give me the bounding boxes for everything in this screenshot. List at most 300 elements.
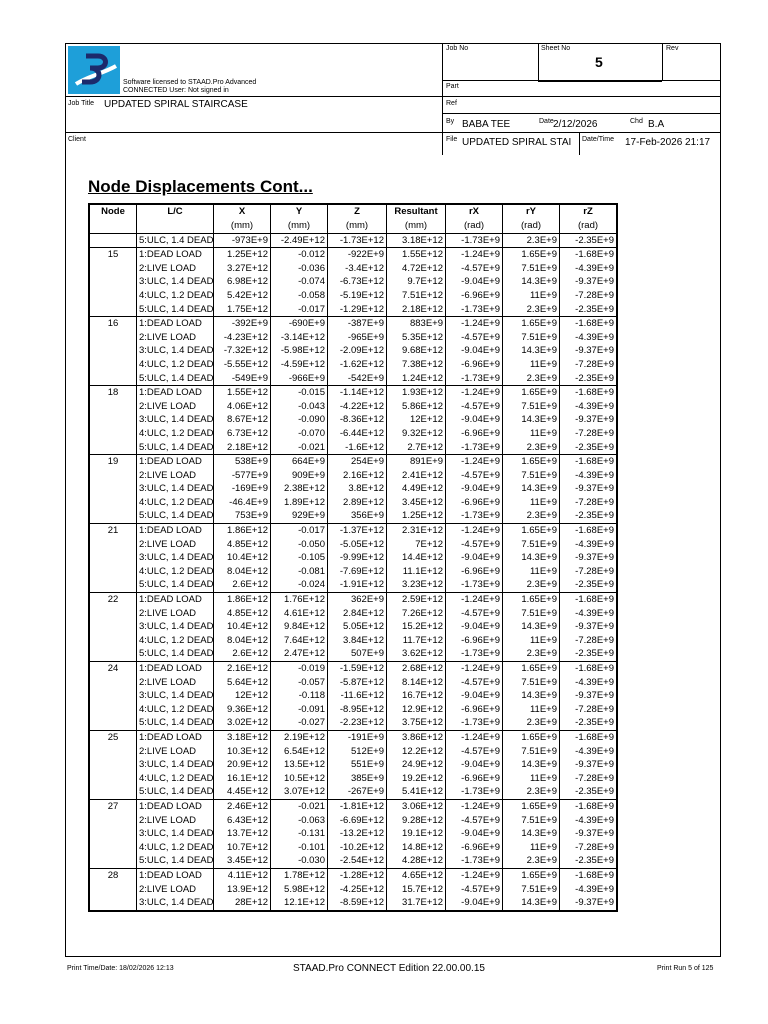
table-row: [89, 785, 617, 799]
value-cell: -4.39E+9: [560, 883, 618, 897]
value-cell: 7.26E+12: [387, 607, 446, 621]
value-cell: -577E+9: [214, 469, 271, 483]
by-value: BABA TEE: [462, 119, 511, 130]
value-cell: -0.057: [271, 676, 328, 690]
node-cell: [89, 344, 137, 358]
value-cell: -1.29E+12: [328, 303, 387, 317]
table-row: [89, 868, 617, 882]
node-cell: [89, 854, 137, 868]
value-cell: -3.14E+12: [271, 331, 328, 345]
value-cell: -2.35E+9: [560, 578, 618, 592]
table-row: [89, 634, 617, 648]
column-header: Node: [89, 204, 137, 219]
value-cell: 3.84E+12: [328, 634, 387, 648]
value-cell: 11E+9: [503, 634, 560, 648]
table-row: [89, 716, 617, 730]
value-cell: -0.030: [271, 854, 328, 868]
load-case-cell: 4:ULC, 1.2 DEAD: [137, 841, 214, 855]
value-cell: -4.57E+9: [446, 607, 503, 621]
value-cell: 5.42E+12: [214, 289, 271, 303]
value-cell: -4.23E+12: [214, 331, 271, 345]
value-cell: 7.51E+9: [503, 883, 560, 897]
value-cell: 5.35E+12: [387, 331, 446, 345]
value-cell: -4.39E+9: [560, 745, 618, 759]
load-case-cell: 1:DEAD LOAD: [137, 868, 214, 882]
value-cell: 15.7E+12: [387, 883, 446, 897]
value-cell: 2.6E+12: [214, 647, 271, 661]
value-cell: 14.3E+9: [503, 827, 560, 841]
value-cell: -0.091: [271, 703, 328, 717]
node-cell: [89, 785, 137, 799]
load-case-cell: 1:DEAD LOAD: [137, 386, 214, 400]
value-cell: 2.6E+12: [214, 578, 271, 592]
value-cell: 7.38E+12: [387, 358, 446, 372]
value-cell: -4.59E+12: [271, 358, 328, 372]
value-cell: 883E+9: [387, 317, 446, 331]
value-cell: 1.24E+12: [387, 372, 446, 386]
value-cell: -1.68E+9: [560, 455, 618, 469]
node-cell: [89, 303, 137, 317]
value-cell: -9.37E+9: [560, 344, 618, 358]
value-cell: -10.2E+12: [328, 841, 387, 855]
value-cell: -1.24E+9: [446, 662, 503, 676]
column-header: rX: [446, 204, 503, 219]
table-row: [89, 620, 617, 634]
node-cell: [89, 469, 137, 483]
value-cell: 2.19E+12: [271, 730, 328, 744]
value-cell: -549E+9: [214, 372, 271, 386]
node-cell: [89, 427, 137, 441]
value-cell: 1.25E+12: [387, 509, 446, 523]
value-cell: -922E+9: [328, 248, 387, 262]
load-case-cell: 3:ULC, 1.4 DEAD: [137, 827, 214, 841]
value-cell: -2.35E+9: [560, 716, 618, 730]
node-cell: 19: [89, 455, 137, 469]
value-cell: 9.32E+12: [387, 427, 446, 441]
table-row: [89, 262, 617, 276]
value-cell: -4.57E+9: [446, 262, 503, 276]
table-row: [89, 496, 617, 510]
value-cell: -0.105: [271, 551, 328, 565]
load-case-cell: 3:ULC, 1.4 DEAD: [137, 413, 214, 427]
value-cell: 8.04E+12: [214, 565, 271, 579]
value-cell: 2.46E+12: [214, 799, 271, 813]
value-cell: -6.69E+12: [328, 814, 387, 828]
value-cell: 31.7E+12: [387, 896, 446, 911]
unit-cell: [137, 219, 214, 233]
table-row: [89, 524, 617, 538]
node-cell: [89, 703, 137, 717]
load-case-cell: 5:ULC, 1.4 DEAD: [137, 441, 214, 455]
value-cell: 891E+9: [387, 455, 446, 469]
load-case-cell: 2:LIVE LOAD: [137, 676, 214, 690]
table-row: [89, 607, 617, 621]
table-row: [89, 814, 617, 828]
job-title: UPDATED SPIRAL STAIRCASE: [104, 99, 248, 110]
value-cell: 512E+9: [328, 745, 387, 759]
value-cell: -267E+9: [328, 785, 387, 799]
value-cell: -8.36E+12: [328, 413, 387, 427]
sheet-no: 5: [595, 54, 603, 70]
node-cell: [89, 565, 137, 579]
value-cell: -9.04E+9: [446, 482, 503, 496]
table-row: [89, 854, 617, 868]
value-cell: 2.3E+9: [503, 372, 560, 386]
column-header: Y: [271, 204, 328, 219]
node-cell: [89, 331, 137, 345]
value-cell: 1.65E+9: [503, 868, 560, 882]
value-cell: 9.68E+12: [387, 344, 446, 358]
value-cell: -7.28E+9: [560, 772, 618, 786]
value-cell: 3.62E+12: [387, 647, 446, 661]
unit-cell: (mm): [387, 219, 446, 233]
node-cell: [89, 551, 137, 565]
value-cell: 3.07E+12: [271, 785, 328, 799]
value-cell: -9.37E+9: [560, 689, 618, 703]
value-cell: -13.2E+12: [328, 827, 387, 841]
value-cell: -1.68E+9: [560, 662, 618, 676]
value-cell: 1.86E+12: [214, 593, 271, 607]
value-cell: 2.3E+9: [503, 441, 560, 455]
value-cell: -0.012: [271, 248, 328, 262]
table-row: [89, 758, 617, 772]
node-cell: [89, 620, 137, 634]
column-header: Z: [328, 204, 387, 219]
node-cell: 16: [89, 317, 137, 331]
header-row: [89, 204, 617, 219]
load-case-cell: 4:ULC, 1.2 DEAD: [137, 772, 214, 786]
value-cell: 14.3E+9: [503, 482, 560, 496]
value-cell: -0.074: [271, 275, 328, 289]
value-cell: 13.5E+12: [271, 758, 328, 772]
value-cell: 1.65E+9: [503, 799, 560, 813]
value-cell: 1.65E+9: [503, 593, 560, 607]
file-value: UPDATED SPIRAL STAI: [462, 137, 572, 148]
value-cell: 362E+9: [328, 593, 387, 607]
value-cell: -9.37E+9: [560, 551, 618, 565]
unit-cell: (mm): [271, 219, 328, 233]
date-value: 2/12/2026: [553, 119, 598, 130]
value-cell: -1.24E+9: [446, 593, 503, 607]
load-case-cell: 5:ULC, 1.4 DEAD: [137, 303, 214, 317]
value-cell: -4.39E+9: [560, 538, 618, 552]
table-row: [89, 772, 617, 786]
value-cell: 7.51E+9: [503, 745, 560, 759]
value-cell: -1.73E+9: [446, 578, 503, 592]
table-row: [89, 565, 617, 579]
chd-label: Chd: [630, 118, 643, 125]
value-cell: -6.96E+9: [446, 427, 503, 441]
value-cell: 2.3E+9: [503, 785, 560, 799]
value-cell: 10.5E+12: [271, 772, 328, 786]
value-cell: 2.3E+9: [503, 854, 560, 868]
value-cell: 28E+12: [214, 896, 271, 911]
load-case-cell: 2:LIVE LOAD: [137, 331, 214, 345]
value-cell: 4.06E+12: [214, 400, 271, 414]
value-cell: 3.45E+12: [387, 496, 446, 510]
load-case-cell: 2:LIVE LOAD: [137, 469, 214, 483]
value-cell: 3.06E+12: [387, 799, 446, 813]
value-cell: -4.57E+9: [446, 469, 503, 483]
value-cell: 2.38E+12: [271, 482, 328, 496]
value-cell: 8.04E+12: [214, 634, 271, 648]
value-cell: -9.04E+9: [446, 689, 503, 703]
client-label: Client: [68, 136, 86, 143]
value-cell: -0.017: [271, 524, 328, 538]
value-cell: -0.036: [271, 262, 328, 276]
table-row: [89, 275, 617, 289]
value-cell: 2.41E+12: [387, 469, 446, 483]
value-cell: -0.118: [271, 689, 328, 703]
value-cell: 9.36E+12: [214, 703, 271, 717]
value-cell: -3.4E+12: [328, 262, 387, 276]
unit-cell: [89, 219, 137, 233]
value-cell: 11.7E+12: [387, 634, 446, 648]
load-case-cell: 5:ULC, 1.4 DEAD: [137, 854, 214, 868]
table-row: [89, 386, 617, 400]
value-cell: 8.14E+12: [387, 676, 446, 690]
value-cell: 1.89E+12: [271, 496, 328, 510]
value-cell: 13.9E+12: [214, 883, 271, 897]
value-cell: -1.81E+12: [328, 799, 387, 813]
load-case-cell: 4:ULC, 1.2 DEAD: [137, 634, 214, 648]
value-cell: 3.23E+12: [387, 578, 446, 592]
value-cell: -4.39E+9: [560, 814, 618, 828]
load-case-cell: 1:DEAD LOAD: [137, 248, 214, 262]
value-cell: 5.41E+12: [387, 785, 446, 799]
value-cell: 4.61E+12: [271, 607, 328, 621]
table-row: [89, 703, 617, 717]
value-cell: -4.39E+9: [560, 607, 618, 621]
value-cell: 551E+9: [328, 758, 387, 772]
value-cell: -1.73E+9: [446, 509, 503, 523]
load-case-cell: 3:ULC, 1.4 DEAD: [137, 620, 214, 634]
value-cell: -7.28E+9: [560, 703, 618, 717]
unit-cell: (mm): [328, 219, 387, 233]
value-cell: 1.65E+9: [503, 455, 560, 469]
value-cell: 10.7E+12: [214, 841, 271, 855]
value-cell: -6.96E+9: [446, 841, 503, 855]
value-cell: 10.3E+12: [214, 745, 271, 759]
table-row: [89, 745, 617, 759]
value-cell: 14.3E+9: [503, 275, 560, 289]
value-cell: -2.23E+12: [328, 716, 387, 730]
job-no-label: Job No: [446, 45, 469, 52]
value-cell: -1.73E+9: [446, 233, 503, 248]
value-cell: 1.78E+12: [271, 868, 328, 882]
column-header: Resultant: [387, 204, 446, 219]
value-cell: 1.65E+9: [503, 662, 560, 676]
value-cell: -7.28E+9: [560, 841, 618, 855]
value-cell: -9.37E+9: [560, 275, 618, 289]
load-case-cell: 5:ULC, 1.4 DEAD: [137, 233, 214, 248]
value-cell: -4.57E+9: [446, 331, 503, 345]
value-cell: -6.96E+9: [446, 703, 503, 717]
value-cell: 19.1E+12: [387, 827, 446, 841]
value-cell: 7.51E+9: [503, 331, 560, 345]
ref-label: Ref: [446, 100, 457, 107]
table-row: [89, 593, 617, 607]
value-cell: -9.04E+9: [446, 275, 503, 289]
sheet-no-label: Sheet No: [541, 45, 571, 52]
value-cell: -0.021: [271, 799, 328, 813]
value-cell: 7E+12: [387, 538, 446, 552]
table-row: [89, 441, 617, 455]
node-cell: [89, 841, 137, 855]
node-cell: [89, 578, 137, 592]
load-case-cell: 4:ULC, 1.2 DEAD: [137, 496, 214, 510]
value-cell: 9.28E+12: [387, 814, 446, 828]
value-cell: -965E+9: [328, 331, 387, 345]
print-time: Print Time/Date: 18/02/2026 12:13: [67, 965, 174, 972]
value-cell: 2.3E+9: [503, 233, 560, 248]
value-cell: -5.87E+12: [328, 676, 387, 690]
load-case-cell: 3:ULC, 1.4 DEAD: [137, 551, 214, 565]
value-cell: -9.04E+9: [446, 413, 503, 427]
value-cell: 385E+9: [328, 772, 387, 786]
load-case-cell: 1:DEAD LOAD: [137, 799, 214, 813]
value-cell: 1.75E+12: [214, 303, 271, 317]
value-cell: -1.91E+12: [328, 578, 387, 592]
table-row: [89, 509, 617, 523]
value-cell: 11E+9: [503, 427, 560, 441]
value-cell: 3.86E+12: [387, 730, 446, 744]
load-case-cell: 2:LIVE LOAD: [137, 607, 214, 621]
table-row: [89, 248, 617, 262]
value-cell: 14.3E+9: [503, 689, 560, 703]
load-case-cell: 4:ULC, 1.2 DEAD: [137, 565, 214, 579]
load-case-cell: 1:DEAD LOAD: [137, 524, 214, 538]
value-cell: -7.28E+9: [560, 289, 618, 303]
value-cell: 2.16E+12: [214, 662, 271, 676]
load-case-cell: 3:ULC, 1.4 DEAD: [137, 344, 214, 358]
table-row: [89, 538, 617, 552]
value-cell: -9.04E+9: [446, 551, 503, 565]
value-cell: -1.68E+9: [560, 730, 618, 744]
license-line2: CONNECTED User: Not signed in: [123, 87, 229, 94]
value-cell: 2.7E+12: [387, 441, 446, 455]
node-cell: [89, 607, 137, 621]
value-cell: -46.4E+9: [214, 496, 271, 510]
load-case-cell: 1:DEAD LOAD: [137, 455, 214, 469]
value-cell: -1.68E+9: [560, 868, 618, 882]
value-cell: -6.73E+12: [328, 275, 387, 289]
value-cell: -7.28E+9: [560, 427, 618, 441]
value-cell: 5.05E+12: [328, 620, 387, 634]
value-cell: -690E+9: [271, 317, 328, 331]
load-case-cell: 2:LIVE LOAD: [137, 538, 214, 552]
value-cell: -9.04E+9: [446, 896, 503, 911]
value-cell: -4.22E+12: [328, 400, 387, 414]
load-case-cell: 4:ULC, 1.2 DEAD: [137, 358, 214, 372]
node-cell: [89, 896, 137, 911]
load-case-cell: 1:DEAD LOAD: [137, 593, 214, 607]
value-cell: -2.09E+12: [328, 344, 387, 358]
value-cell: -1.62E+12: [328, 358, 387, 372]
value-cell: 356E+9: [328, 509, 387, 523]
node-cell: [89, 716, 137, 730]
value-cell: -9.99E+12: [328, 551, 387, 565]
value-cell: -4.57E+9: [446, 400, 503, 414]
value-cell: -2.35E+9: [560, 372, 618, 386]
value-cell: -4.57E+9: [446, 745, 503, 759]
node-cell: [89, 538, 137, 552]
value-cell: -1.73E+9: [446, 785, 503, 799]
value-cell: 929E+9: [271, 509, 328, 523]
value-cell: -0.027: [271, 716, 328, 730]
table-row: [89, 358, 617, 372]
value-cell: 5.64E+12: [214, 676, 271, 690]
value-cell: 14.3E+9: [503, 758, 560, 772]
value-cell: 13.7E+12: [214, 827, 271, 841]
value-cell: 2.68E+12: [387, 662, 446, 676]
table-row: [89, 689, 617, 703]
column-header: rY: [503, 204, 560, 219]
load-case-cell: 5:ULC, 1.4 DEAD: [137, 509, 214, 523]
load-case-cell: 3:ULC, 1.4 DEAD: [137, 758, 214, 772]
value-cell: -5.98E+12: [271, 344, 328, 358]
node-cell: [89, 745, 137, 759]
value-cell: -6.96E+9: [446, 565, 503, 579]
value-cell: 3.45E+12: [214, 854, 271, 868]
value-cell: 2.3E+9: [503, 716, 560, 730]
load-case-cell: 2:LIVE LOAD: [137, 262, 214, 276]
load-case-cell: 3:ULC, 1.4 DEAD: [137, 482, 214, 496]
value-cell: -1.73E+9: [446, 441, 503, 455]
node-cell: [89, 262, 137, 276]
load-case-cell: 4:ULC, 1.2 DEAD: [137, 289, 214, 303]
value-cell: -1.24E+9: [446, 730, 503, 744]
value-cell: 11E+9: [503, 565, 560, 579]
value-cell: 507E+9: [328, 647, 387, 661]
value-cell: 16.7E+12: [387, 689, 446, 703]
value-cell: -7.28E+9: [560, 358, 618, 372]
value-cell: 10.4E+12: [214, 551, 271, 565]
value-cell: -1.73E+9: [446, 303, 503, 317]
value-cell: -6.96E+9: [446, 358, 503, 372]
date-label: Date: [539, 118, 554, 125]
value-cell: -8.95E+12: [328, 703, 387, 717]
value-cell: -9.37E+9: [560, 482, 618, 496]
table-row: [89, 400, 617, 414]
node-cell: 24: [89, 662, 137, 676]
value-cell: -7.32E+12: [214, 344, 271, 358]
value-cell: -9.04E+9: [446, 620, 503, 634]
value-cell: -1.73E+9: [446, 854, 503, 868]
job-title-label: Job Title: [68, 100, 95, 107]
value-cell: 6.73E+12: [214, 427, 271, 441]
value-cell: 14.3E+9: [503, 344, 560, 358]
table-row: [89, 799, 617, 813]
value-cell: 1.25E+12: [214, 248, 271, 262]
value-cell: -4.39E+9: [560, 262, 618, 276]
value-cell: -1.6E+12: [328, 441, 387, 455]
value-cell: 2.3E+9: [503, 578, 560, 592]
value-cell: -6.96E+9: [446, 634, 503, 648]
value-cell: -4.57E+9: [446, 883, 503, 897]
value-cell: 5.86E+12: [387, 400, 446, 414]
value-cell: -9.37E+9: [560, 758, 618, 772]
rev-label: Rev: [666, 45, 679, 52]
node-cell: [89, 689, 137, 703]
value-cell: -0.024: [271, 578, 328, 592]
node-cell: [89, 647, 137, 661]
value-cell: -9.37E+9: [560, 620, 618, 634]
table-row: [89, 372, 617, 386]
value-cell: -1.73E+12: [328, 233, 387, 248]
value-cell: -169E+9: [214, 482, 271, 496]
value-cell: 11.1E+12: [387, 565, 446, 579]
